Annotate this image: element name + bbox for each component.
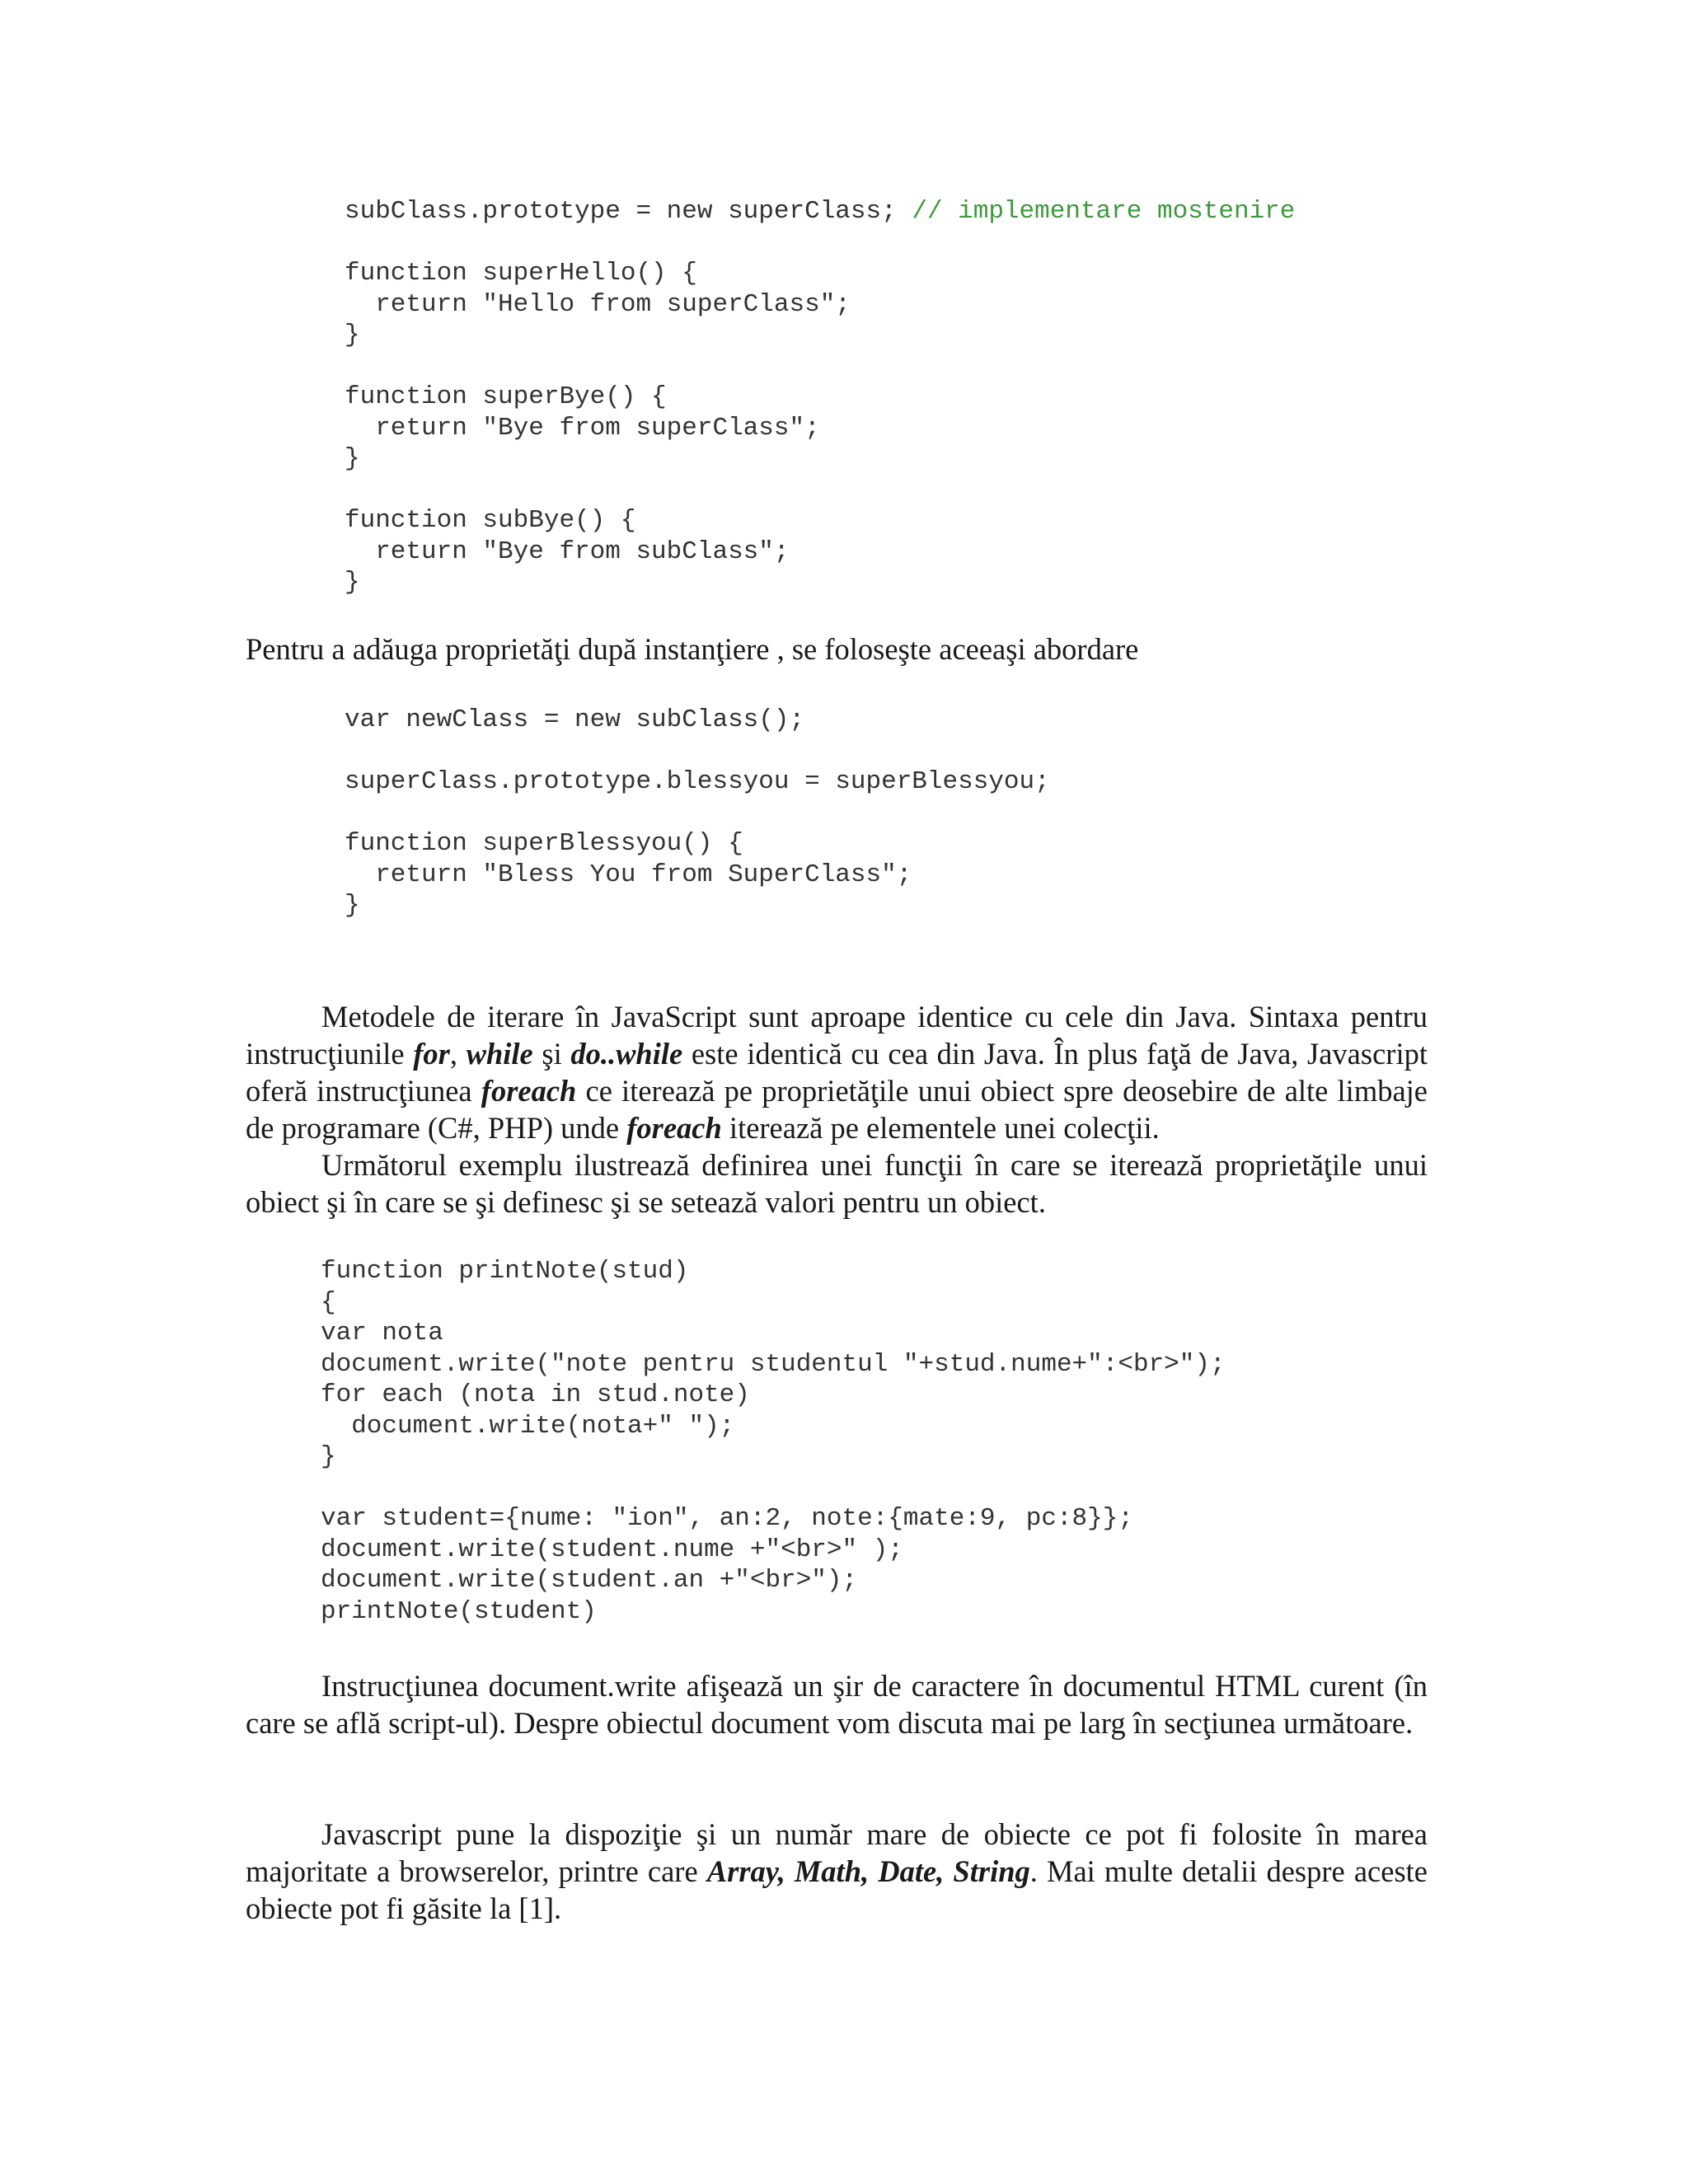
code-inheritance-code: return "Bye from subClass"; <box>345 537 790 566</box>
code-inheritance-line <box>345 443 1295 475</box>
code-print-note-code: var nota <box>321 1319 443 1347</box>
keyword-foreach-2: foreach <box>626 1111 722 1145</box>
code-inheritance-line <box>345 196 1295 227</box>
iteration-text-3: şi <box>532 1037 571 1071</box>
code-inheritance-code: function superHello() { <box>345 259 697 288</box>
code-inheritance-code: function subBye() { <box>345 506 636 535</box>
code-add-properties-line <box>345 736 1050 767</box>
code-add-properties-code: } <box>345 891 360 920</box>
code-print-note-line <box>321 1565 1226 1596</box>
code-inheritance-line <box>345 227 1295 259</box>
code-inheritance-code: } <box>345 444 360 473</box>
code-print-note-code: document.write(student.nume +"<br>" ); <box>321 1535 903 1564</box>
code-inheritance-line <box>345 413 1295 444</box>
code-inheritance-comment: // implementare mostenire <box>912 197 1296 226</box>
paragraph-document-write <box>246 1667 1428 1741</box>
code-add-properties-line <box>345 860 1050 891</box>
code-block-print-note <box>321 1256 1226 1627</box>
code-print-note-line <box>321 1256 1226 1287</box>
code-inheritance-line <box>345 351 1295 382</box>
code-block-add-properties <box>345 705 1050 921</box>
code-print-note-line <box>321 1349 1226 1380</box>
code-print-note-code: document.write(student.an +"<br>"); <box>321 1566 858 1595</box>
code-inheritance-line <box>345 567 1295 598</box>
code-print-note-code: document.write(nota+" "); <box>321 1411 735 1441</box>
code-inheritance-code: } <box>345 321 360 349</box>
code-print-note-code: printNote(student) <box>321 1596 597 1626</box>
keyword-for: for <box>413 1037 450 1071</box>
code-add-properties-line <box>345 890 1050 921</box>
code-print-note-code: for each (nota in stud.note) <box>321 1380 750 1409</box>
code-inheritance-code: function superBye() { <box>345 382 667 411</box>
code-inheritance-code: return "Bye from superClass"; <box>345 413 820 443</box>
code-block-inheritance <box>345 196 1295 598</box>
iteration-text-4: este identică cu cea din Java. În plus faţă de Java, Javascript oferă instrucţiunea <box>246 1037 1428 1108</box>
code-print-note-line <box>321 1411 1226 1442</box>
code-print-note-line <box>321 1535 1226 1566</box>
code-print-note-code: var student={nume: "ion", an:2, note:{mate:9, pc:8}}; <box>321 1504 1133 1533</box>
code-add-properties-code: superClass.prototype.blessyou = superBlessyou; <box>345 767 1050 796</box>
code-add-properties-code: function superBlessyou() { <box>345 829 743 858</box>
keyword-foreach: foreach <box>481 1074 577 1108</box>
keyword-while: while <box>466 1037 533 1071</box>
code-add-properties-line <box>345 798 1050 829</box>
code-inheritance-line <box>345 475 1295 506</box>
code-inheritance-code: return "Hello from superClass"; <box>345 289 851 319</box>
code-print-note-code: document.write("note pentru studentul "+stud.nume+":<br>"); <box>321 1349 1226 1379</box>
iteration-text-2: , <box>449 1037 467 1071</box>
code-print-note-line <box>321 1503 1226 1535</box>
iteration-text-6: iterează pe elementele unei colecţii. <box>721 1111 1160 1145</box>
code-add-properties-code: var newClass = new subClass(); <box>345 705 805 734</box>
code-print-note-code: function printNote(stud) <box>321 1257 689 1286</box>
code-print-note-code: { <box>321 1287 336 1317</box>
iteration-text-1: Metodele de iterare în JavaScript sunt aproape identice cu cele din Java. Sintaxa pentru instrucţiunile <box>246 1000 1428 1071</box>
paragraph-intro <box>246 630 1428 668</box>
paragraph-example-text: Următorul exemplu ilustrează definirea unei funcţii în care se iterează proprietăţile unui obiect şi în care se şi definesc şi se setează valori pentru un obiect. <box>246 1148 1428 1219</box>
code-print-note-line <box>321 1596 1226 1628</box>
code-add-properties-line <box>345 828 1050 860</box>
code-print-note-line <box>321 1287 1226 1319</box>
code-print-note-line <box>321 1441 1226 1473</box>
code-inheritance-line <box>345 258 1295 289</box>
code-inheritance-line <box>345 505 1295 537</box>
objects-text-2: . Mai multe detalii despre aceste obiecte pot fi găsite la [1]. <box>246 1854 1428 1925</box>
code-inheritance-code: } <box>345 568 360 597</box>
iteration-text-5: ce iterează pe proprietăţile unui obiect spre deosebire de alte limbaje de programare (C#, PHP) unde <box>246 1074 1428 1145</box>
code-inheritance-line <box>345 537 1295 568</box>
code-print-note-line <box>321 1318 1226 1349</box>
code-inheritance-line <box>345 289 1295 321</box>
code-inheritance-code: subClass.prototype = new superClass; <box>345 197 912 226</box>
code-add-properties-code: return "Bless You from SuperClass"; <box>345 860 912 889</box>
code-add-properties-line <box>345 766 1050 798</box>
code-inheritance-line <box>345 382 1295 413</box>
code-add-properties-line <box>345 705 1050 736</box>
paragraph-intro-text: Pentru a adăuga proprietăţi după instanţiere , se foloseşte aceeaşi abordare <box>246 632 1139 666</box>
paragraph-objects <box>246 1816 1428 1927</box>
keyword-objects: Array, Math, Date, String <box>706 1854 1030 1888</box>
code-print-note-line <box>321 1380 1226 1411</box>
keyword-do-while: do..while <box>570 1037 683 1071</box>
objects-text-1: Javascript pune la dispoziţie şi un număr mare de obiecte ce pot fi folosite în marea majoritate a browserelor, printre care <box>246 1817 1428 1888</box>
paragraph-document-write-text: Instrucţiunea document.write afişează un şir de caractere în documentul HTML curent (în care se află script-ul). Despre obiectul document vom discuta mai pe larg în secţiunea următoare. <box>246 1669 1428 1740</box>
code-print-note-line <box>321 1473 1226 1504</box>
paragraph-iteration <box>246 998 1428 1221</box>
code-inheritance-line <box>345 320 1295 351</box>
code-print-note-code: } <box>321 1442 336 1471</box>
